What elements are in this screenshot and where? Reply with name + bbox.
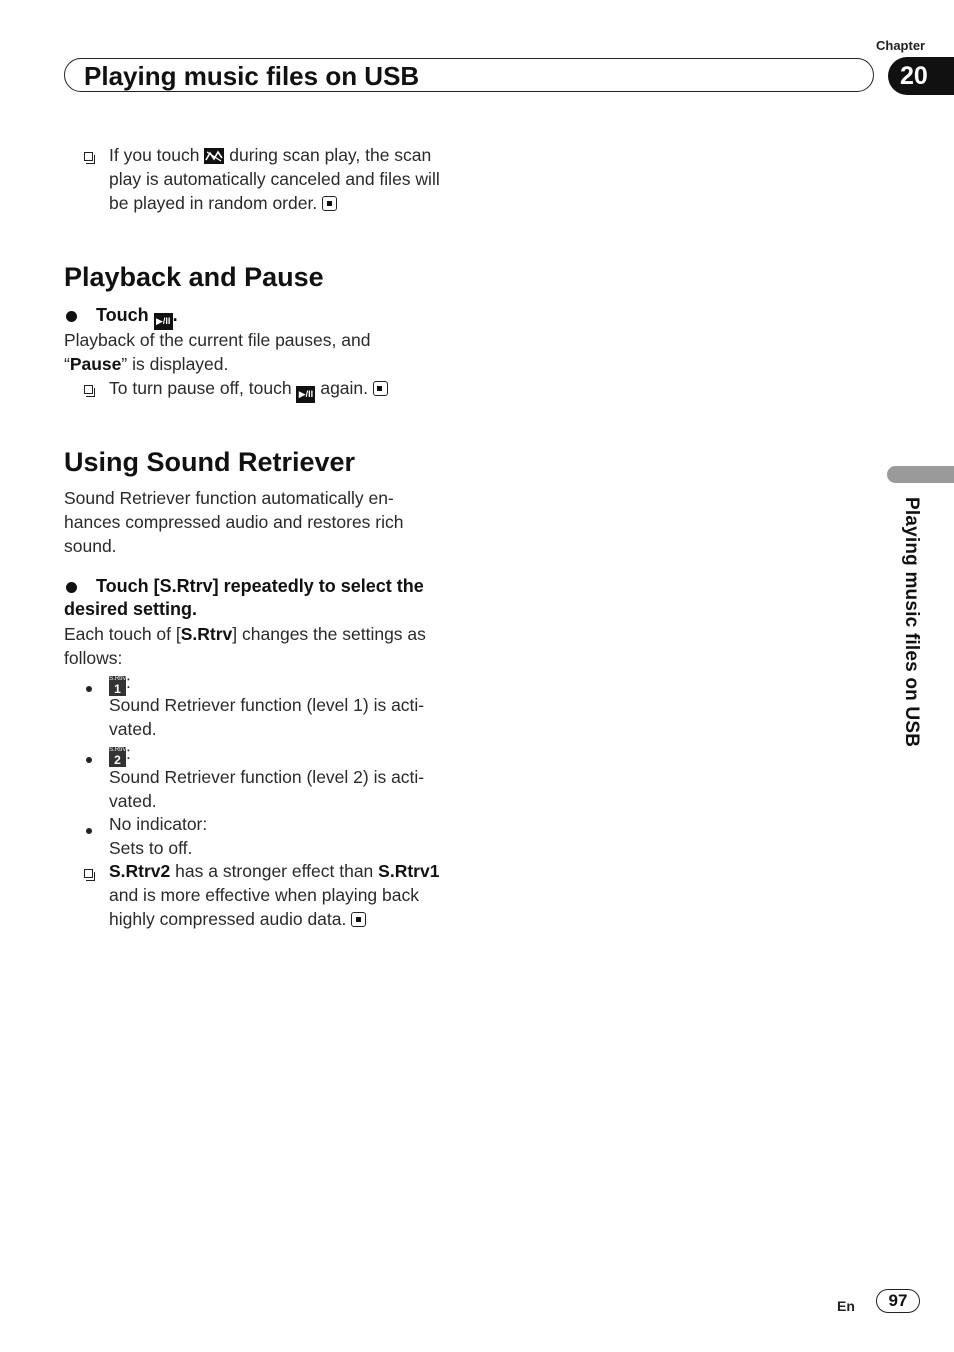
playback-step-end: . <box>172 305 178 325</box>
note-scan-line3 <box>109 191 337 215</box>
srtrv-icon-number: 2 <box>114 753 121 767</box>
side-tab-label: Playing music files on USB <box>901 497 922 748</box>
retriever-note-a: S.Rtrv2 <box>109 861 171 881</box>
list-item-label: No indicator: <box>109 814 208 834</box>
note-scan-text-a: If you touch <box>109 145 200 165</box>
retriever-each-line2: follows: <box>64 648 123 668</box>
end-mark-icon <box>373 381 388 396</box>
playback-pause-word: Pause <box>69 354 122 374</box>
note-checkbox-icon <box>84 381 93 399</box>
note-scan-line1 <box>109 143 431 167</box>
list-item-line1: Sets to off. <box>109 838 193 858</box>
note-scan-text-c: be played in random order. <box>109 193 318 213</box>
list-item-colon: : <box>126 743 131 763</box>
list-item-colon: : <box>126 672 131 692</box>
playback-desc-line1: Playback of the current file pauses, and <box>64 330 371 350</box>
list-item-line1: Sound Retriever function (level 2) is acti- <box>109 767 425 787</box>
list-item <box>109 741 131 767</box>
chapter-number-tab: 20 <box>888 57 954 95</box>
retriever-note-text-c: highly compressed audio data. <box>109 909 347 929</box>
page-title: Playing music files on USB <box>84 61 420 91</box>
retriever-desc-line2: hances compressed audio and restores rich <box>64 512 404 532</box>
playback-note-text-a: To turn pause off, touch <box>109 378 292 398</box>
note-checkbox-icon <box>84 865 93 883</box>
retriever-each-line1 <box>64 622 426 646</box>
section-heading-retriever: Using Sound Retriever <box>64 447 356 477</box>
list-bullet-icon <box>86 821 92 839</box>
playback-quote-close: ” is displayed. <box>121 354 229 374</box>
retriever-each-c: ] changes the settings as <box>232 624 426 644</box>
footer-language: En <box>837 1298 855 1314</box>
play-pause-icon: ▶/II <box>154 313 173 330</box>
end-mark-icon <box>322 196 337 211</box>
playback-desc-line2 <box>64 352 228 376</box>
section-heading-playback: Playback and Pause <box>64 262 324 292</box>
retriever-note-b: has a stronger effect than <box>170 861 379 881</box>
chapter-label: Chapter <box>876 38 926 53</box>
note-checkbox-icon <box>84 148 93 166</box>
step-bullet-icon <box>66 309 77 327</box>
retriever-note-line2: and is more effective when playing back <box>109 885 419 905</box>
playback-note <box>109 376 388 403</box>
retriever-desc-line1: Sound Retriever function automatically en- <box>64 488 394 508</box>
list-item-line2: vated. <box>109 719 157 739</box>
note-scan-line2: play is automatically canceled and files will <box>109 169 440 189</box>
list-item-line2: vated. <box>109 791 157 811</box>
retriever-step-line2: desired setting. <box>64 599 198 619</box>
playback-note-text-b: again. <box>320 378 369 398</box>
retriever-desc-line3: sound. <box>64 536 117 556</box>
note-scan-text-b: during scan play, the scan <box>229 145 432 165</box>
srtrv-icon-label: S.Rtrv <box>109 747 126 753</box>
play-pause-icon: ▶/II <box>296 386 315 403</box>
playback-step-label: Touch <box>96 305 149 325</box>
random-icon <box>204 148 224 164</box>
playback-quote-open: “ <box>64 354 70 374</box>
srtrv-level2-icon <box>109 747 126 767</box>
retriever-each-a: Each touch of [ <box>64 624 181 644</box>
list-bullet-icon <box>86 750 92 768</box>
page-number: 97 <box>876 1289 920 1313</box>
retriever-note-line1 <box>109 859 439 883</box>
srtrv-icon-label: S.Rtrv <box>109 676 126 682</box>
list-bullet-icon <box>86 679 92 697</box>
retriever-note-c: S.Rtrv1 <box>378 861 440 881</box>
playback-step <box>96 304 178 330</box>
retriever-note-line3 <box>109 907 366 931</box>
end-mark-icon <box>351 912 366 927</box>
side-tab-marker <box>887 466 954 483</box>
retriever-each-b: S.Rtrv <box>180 624 233 644</box>
srtrv-icon-number: 1 <box>114 682 121 696</box>
list-item-line1: Sound Retriever function (level 1) is acti- <box>109 695 425 715</box>
retriever-step-line1: Touch [S.Rtrv] repeatedly to select the <box>96 576 424 596</box>
step-bullet-icon <box>66 580 77 598</box>
